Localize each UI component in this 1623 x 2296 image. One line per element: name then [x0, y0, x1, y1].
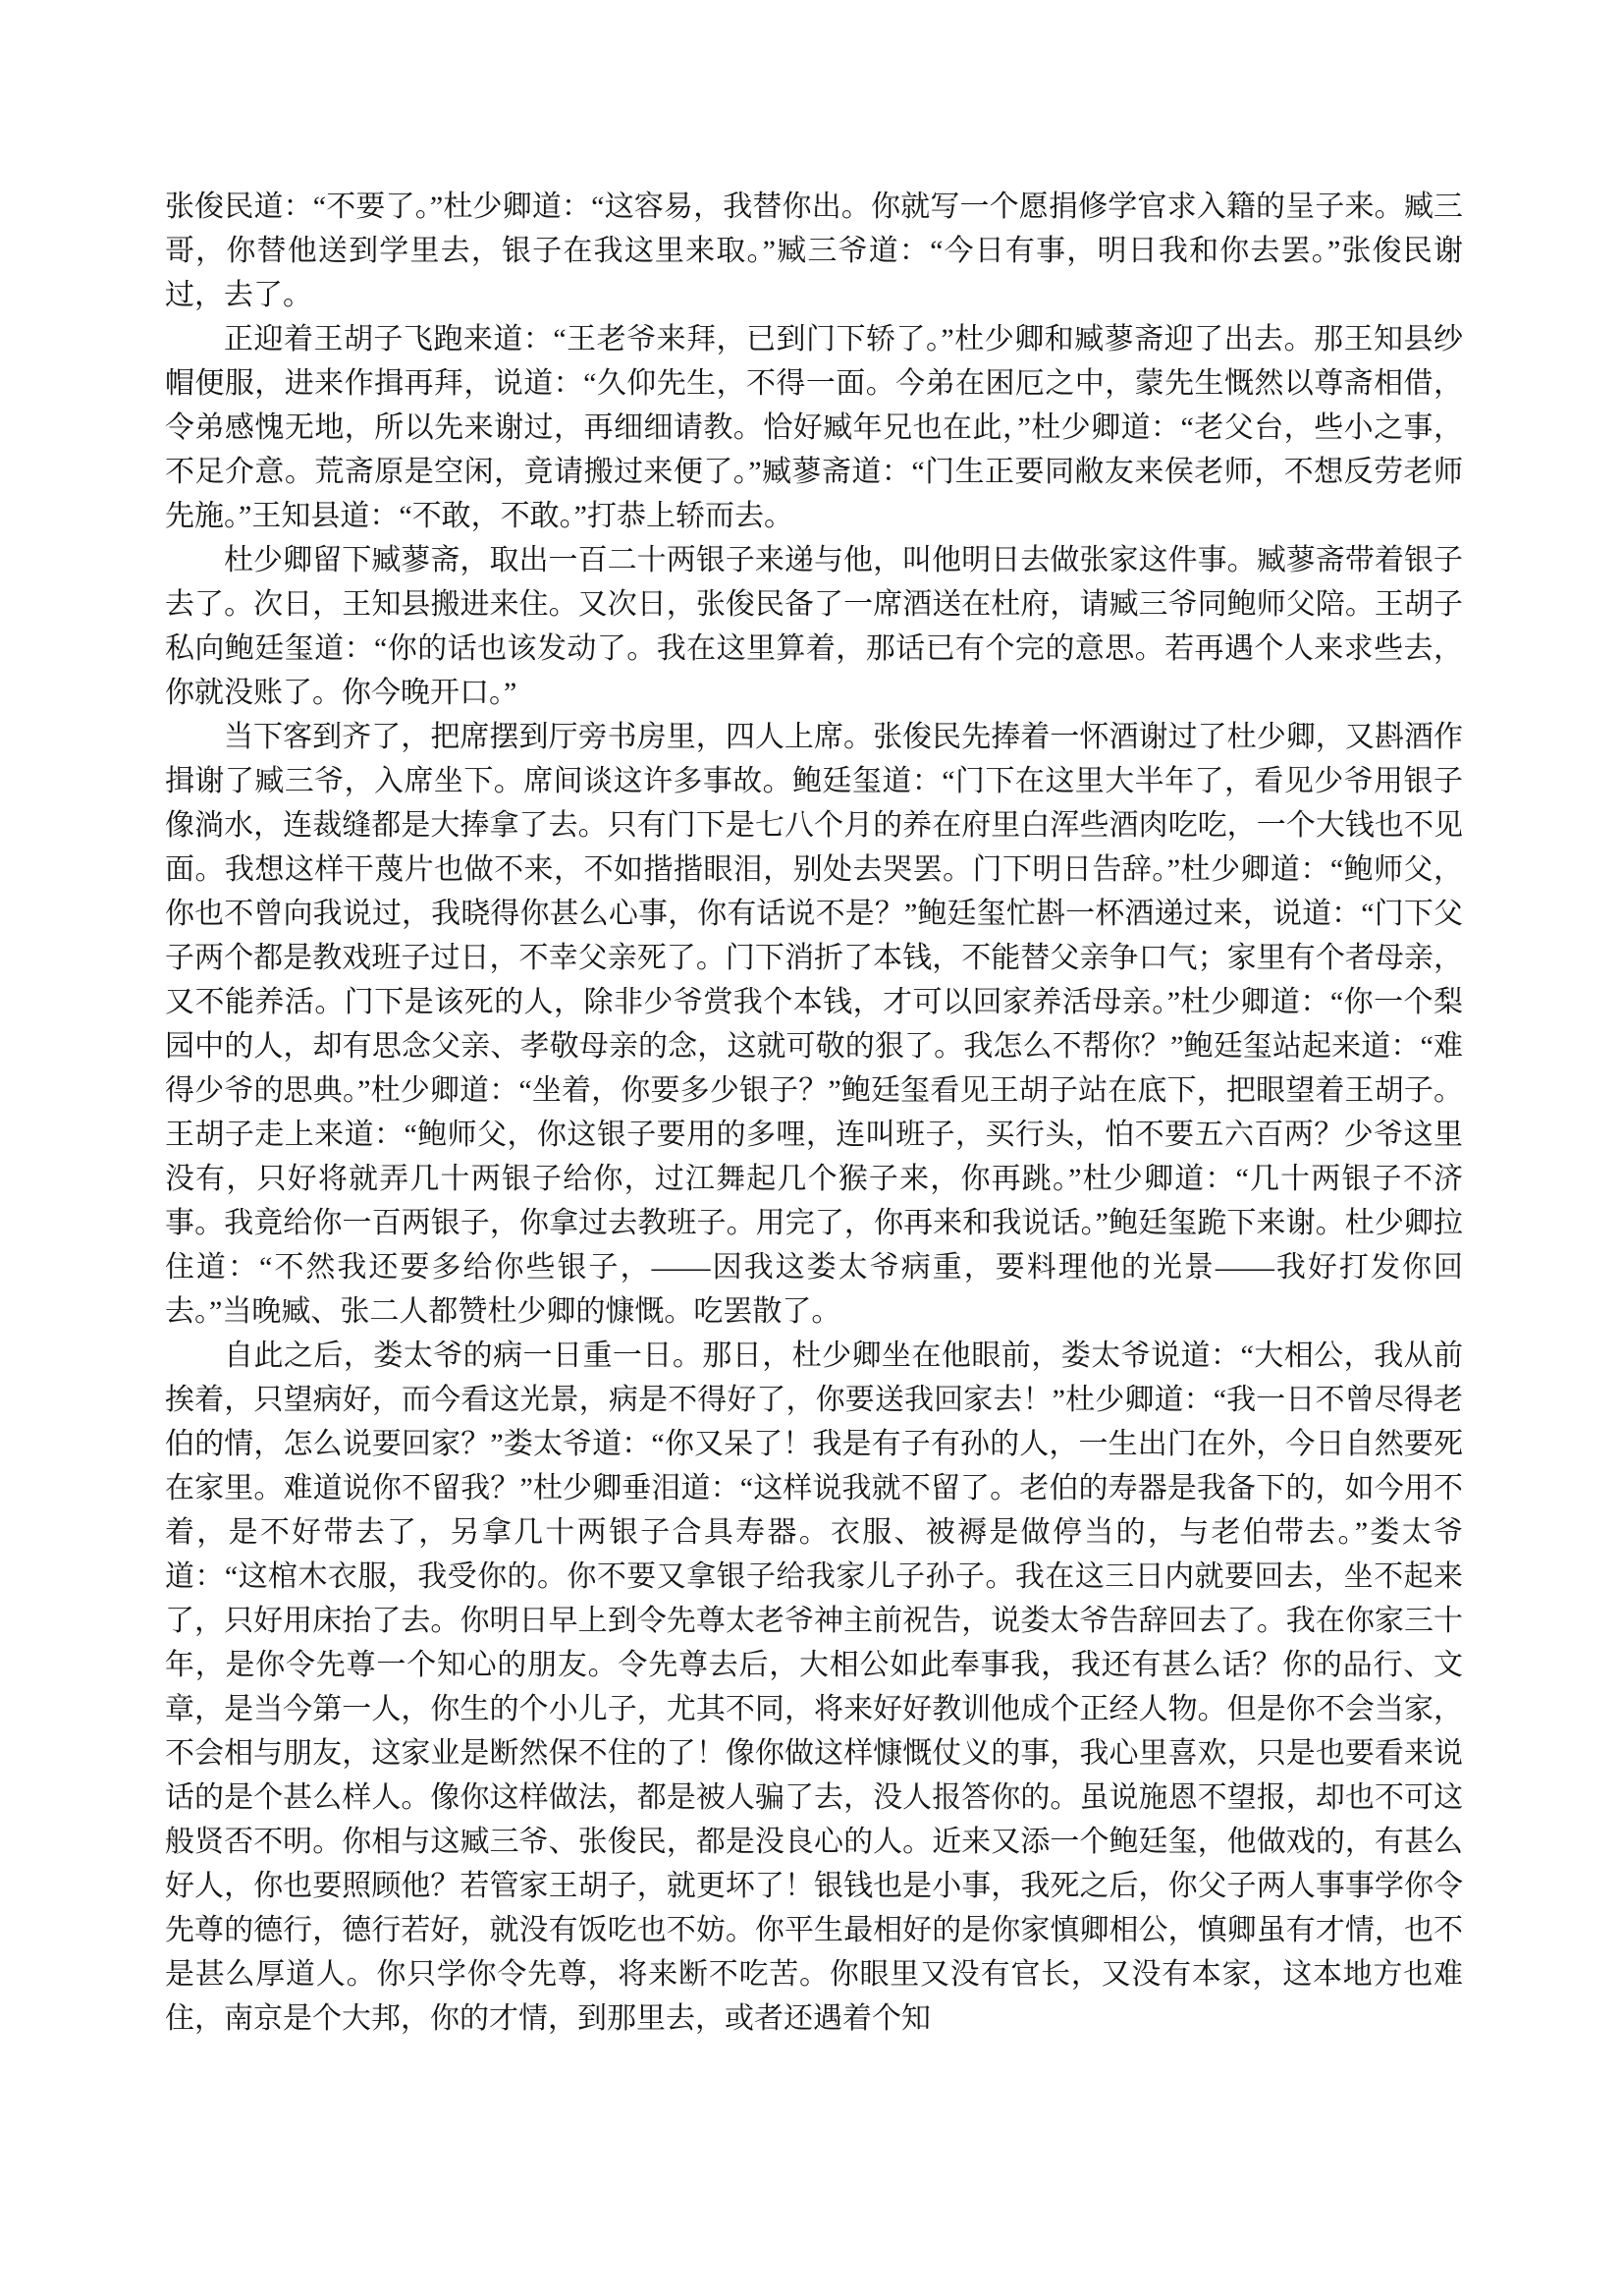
- paragraph-5: 自此之后，娄太爷的病一日重一日。那日，杜少卿坐在他眼前，娄太爷说道：“大相公，我从前挨着，只望病好，而今看这光景，病是不得好了，你要送我回家去！”杜少卿道：“我一日不曾尽得老伯的情，怎么说要回家？”娄太爷道：“你又呆了！我是有子有孙的人，一生出门在外，今日自然要死在家里。难道说你不留我？”杜少卿垂泪道：“这样说我就不留了。老伯的寿器是我备下的，如今用不着，是不好带去了，另拿几十两银子合具寿器。衣服、被褥是做停当的，与老伯带去。”娄太爷道：“这棺木衣服，我受你的。你不要又拿银子给我家儿子孙子。我在这三日内就要回去，坐不起来了，只好用床抬了去。你明日早上到令先尊太老爷神主前祝告，说娄太爷告辞回去了。我在你家三十年，是你令先尊一个知心的朋友。令先尊去后，大相公如此奉事我，我还有甚么话？你的品行、文章，是当今第一人，你生的个小儿子，尤其不同，将来好好教训他成个正经人物。但是你不会当家，不会相与朋友，这家业是断然保不住的了！像你做这样慷慨仗义的事，我心里喜欢，只是也要看来说话的是个甚么样人。像你这样做法，都是被人骗了去，没人报答你的。虽说施恩不望报，却也不可这般贤否不明。你相与这臧三爷、张俊民，都是没良心的人。近来又添一个鲍廷玺，他做戏的，有甚么好人，你也要照顾他？若管家王胡子，就更坏了！银钱也是小事，我死之后，你父子两人事事学你令先尊的德行，德行若好，就没有饭吃也不妨。你平生最相好的是你家慎卿相公，慎卿虽有才情，也不是甚么厚道人。你只学你令先尊，将来断不吃苦。你眼里又没有官长，又没有本家，这本地方也难住，南京是个大邦，你的才情，到那里去，或者还遇着个知: [165, 1339, 1463, 2035]
- text-block: [165, 185, 1463, 2041]
- paragraph-2: 正迎着王胡子飞跑来道：“王老爷来拜，已到门下轿了。”杜少卿和臧蓼斋迎了出去。那王知县纱帽便服，进来作揖再拜，说道：“久仰先生，不得一面。今弟在困厄之中，蒙先生慨然以尊斋相借，令弟感愧无地，所以先来谢过，再细细请教。恰好臧年兄也在此，”杜少卿道：“老父台，些小之事，不足介意。荒斋原是空闲，竟请搬过来便了。”臧蓼斋道：“门生正要同敝友来侯老师，不想反劳老师先施。”王知县道：“不敢，不敢。”打恭上轿而去。: [165, 323, 1463, 532]
- paragraph-4: 当下客到齐了，把席摆到厅旁书房里，四人上席。张俊民先捧着一怀酒谢过了杜少卿，又斟酒作揖谢了臧三爷，入席坐下。席间谈这许多事故。鲍廷玺道：“门下在这里大半年了，看见少爷用银子像淌水，连裁缝都是大捧拿了去。只有门下是七八个月的养在府里白浑些酒肉吃吃，一个大钱也不见面。我想这样干蔑片也做不来，不如揩揩眼泪，别处去哭罢。门下明日告辞。”杜少卿道：“鲍师父，你也不曾向我说过，我晓得你甚么心事，你有话说不是？”鲍廷玺忙斟一杯酒递过来，说道：“门下父子两个都是教戏班子过日，不幸父亲死了。门下消折了本钱，不能替父亲争口气；家里有个者母亲，又不能养活。门下是该死的人，除非少爷赏我个本钱，才可以回家养活母亲。”杜少卿道：“你一个梨园中的人，却有思念父亲、孝敬母亲的念，这就可敬的狠了。我怎么不帮你？”鲍廷玺站起来道：“难得少爷的思典。”杜少卿道：“坐着，你要多少银子？”鲍廷玺看见王胡子站在底下，把眼望着王胡子。王胡子走上来道：“鲍师父，你这银子要用的多哩，连叫班子，买行头，怕不要五六百两？少爷这里没有，只好将就弄几十两银子给你，过江舞起几个猴子来，你再跳。”杜少卿道：“几十两银子不济事。我竟给你一百两银子，你拿过去教班子。用完了，你再来和我说话。”鲍廷玺跪下来谢。杜少卿拉住道：“不然我还要多给你些银子，——因我这娄太爷病重，要料理他的光景——我好打发你回去。”当晚臧、张二人都赞杜少卿的慷慨。吃罢散了。: [165, 721, 1463, 1328]
- paragraph-3: 杜少卿留下臧蓼斋，取出一百二十两银子来递与他，叫他明日去做张家这件事。臧蓼斋带着银子去了。次日，王知县搬进来住。又次日，张俊民备了一席酒送在杜府，请臧三爷同鲍师父陪。王胡子私向鲍廷玺道：“你的话也该发动了。我在这里算着，那话已有个完的意思。若再遇个人来求些去，你就没账了。你今晚开口。”: [165, 544, 1463, 709]
- paragraph-1: 张俊民道：“不要了。”杜少卿道：“这容易，我替你出。你就写一个愿捐修学官求入籍的呈子来。臧三哥，你替他送到学里去，银子在我这里来取。”臧三爷道：“今日有事，明日我和你去罢。”张俊民谢过，去了。: [165, 191, 1463, 311]
